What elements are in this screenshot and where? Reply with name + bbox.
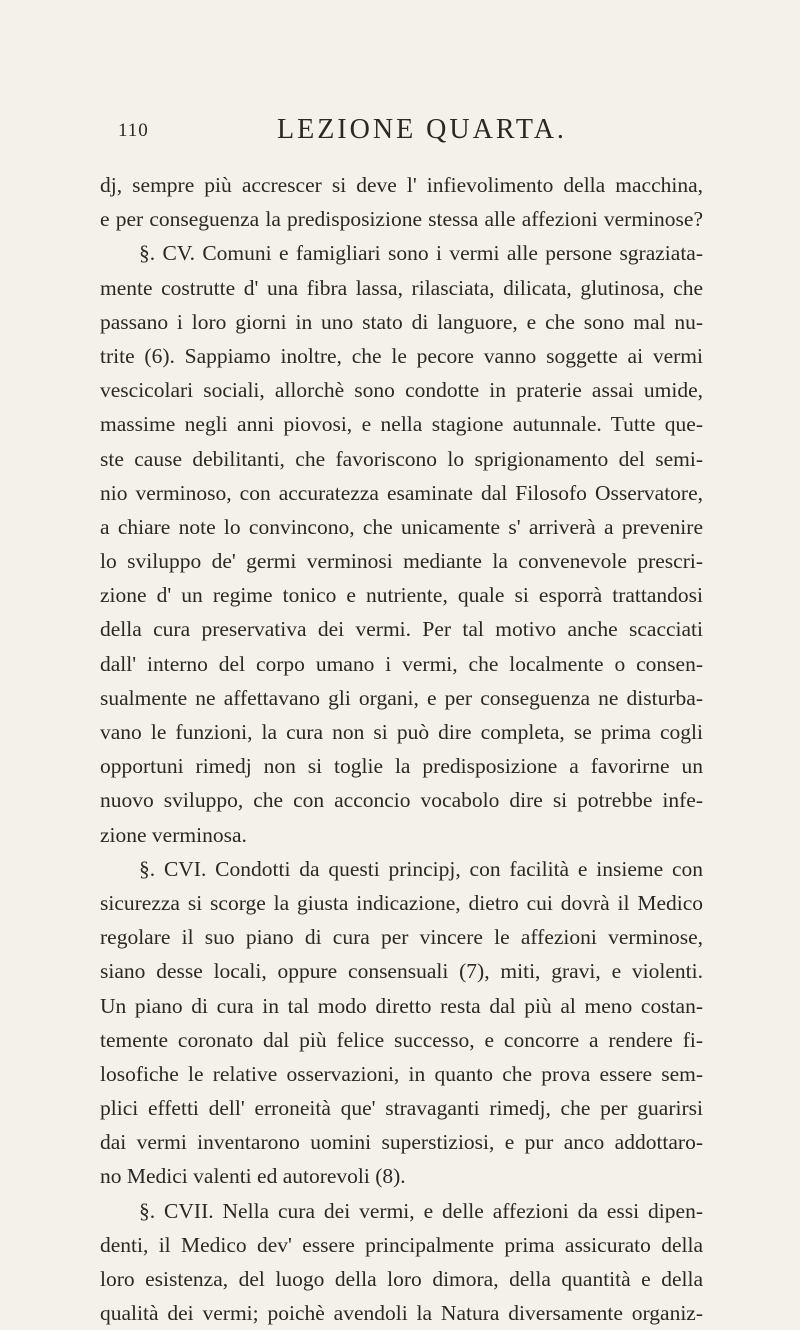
text-line: lo sviluppo de' germi verminosi mediante la convenevole prescri-: [100, 549, 703, 574]
text-line: sicurezza si scorge la giusta indicazione, dietro cui dovrà il Medico: [100, 890, 703, 915]
text-line: qualità dei vermi; poichè avendoli la Natura diversamente organiz-: [100, 1301, 703, 1326]
text-line: massime negli anni piovosi, e nella stagione autunnale. Tutte que-: [100, 412, 703, 437]
text-line: regolare il suo piano di cura per vincere le affezioni verminose,: [100, 925, 703, 950]
text-line: dall' interno del corpo umano i vermi, che localmente o consen-: [100, 651, 703, 676]
text-line: siano desse locali, oppure consensuali (7), miti, gravi, e violenti.: [100, 959, 703, 984]
paragraph-end-line: zione verminosa.: [100, 822, 247, 847]
text-line: opportuni rimedj non si toglie la predisposizione a favorirne un: [100, 754, 703, 779]
text-line: mente costrutte d' una fibra lassa, rilasciata, dilicata, glutinosa, che: [100, 275, 703, 300]
text-line: dj, sempre più accrescer si deve l' infievolimento della macchina,: [100, 173, 703, 197]
text-line: nio verminoso, con accuratezza esaminate dal Filosofo Osservatore,: [100, 480, 703, 505]
page-number: 110: [118, 120, 149, 141]
text-line: e per conseguenza la predisposizione stessa alle affezioni verminose?: [100, 207, 703, 232]
text-line: vano le funzioni, la cura non si può dire completa, se prima cogli: [100, 720, 703, 744]
body-text: [100, 168, 703, 1330]
text-line: nuovo sviluppo, che con acconcio vocabolo dire si potrebbe infe-: [100, 788, 703, 813]
text-line: denti, il Medico dev' essere principalmente prima assicurato della: [100, 1232, 703, 1257]
text-line: passano i loro giorni in uno stato di languore, e che sono mal nu-: [100, 309, 703, 334]
running-title: LEZIONE QUARTA.: [277, 114, 567, 145]
text-line: Un piano di cura in tal modo diretto resta dal più al meno costan-: [100, 993, 703, 1018]
text-line: plici effetti dell' erroneità que' stravaganti rimedj, che per guarirsi: [100, 1096, 703, 1121]
text-line: ste cause debilitanti, che favoriscono lo sprigionamento del semi-: [100, 446, 703, 471]
paragraph-start-line: §. CVI. Condotti da questi principj, con facilità e insieme con: [139, 856, 703, 881]
text-line: sualmente ne affettavano gli organi, e per conseguenza ne disturba-: [100, 685, 703, 710]
running-head: [100, 114, 700, 152]
text-line: zione d' un regime tonico e nutriente, quale si esporrà trattandosi: [100, 583, 703, 608]
text-line: losofiche le relative osservazioni, in quanto che prova essere sem-: [100, 1061, 703, 1086]
text-line: loro esistenza, del luogo della loro dimora, della quantità e della: [100, 1267, 703, 1291]
text-line: vescicolari sociali, allorchè sono condotte in praterie assai umide,: [100, 378, 703, 403]
paragraph-end-line: no Medici valenti ed autorevoli (8).: [100, 1164, 406, 1189]
paragraph-start-line: §. CVII. Nella cura dei vermi, e delle affezioni da essi dipen-: [139, 1198, 703, 1223]
text-line: trite (6). Sappiamo inoltre, che le pecore vanno soggette ai vermi: [100, 343, 703, 368]
text-line: temente coronato dal più felice successo, e concorre a rendere fi-: [100, 1027, 703, 1052]
text-line: a chiare note lo convincono, che unicamente s' arriverà a prevenire: [100, 514, 703, 539]
paragraph-start-line: §. CV. Comuni e famigliari sono i vermi alle persone sgraziata-: [139, 241, 703, 266]
text-line: dai vermi inventarono uomini superstiziosi, e pur anco addottaro-: [100, 1130, 703, 1155]
text-line: della cura preservativa dei vermi. Per tal motivo anche scacciati: [100, 617, 703, 642]
